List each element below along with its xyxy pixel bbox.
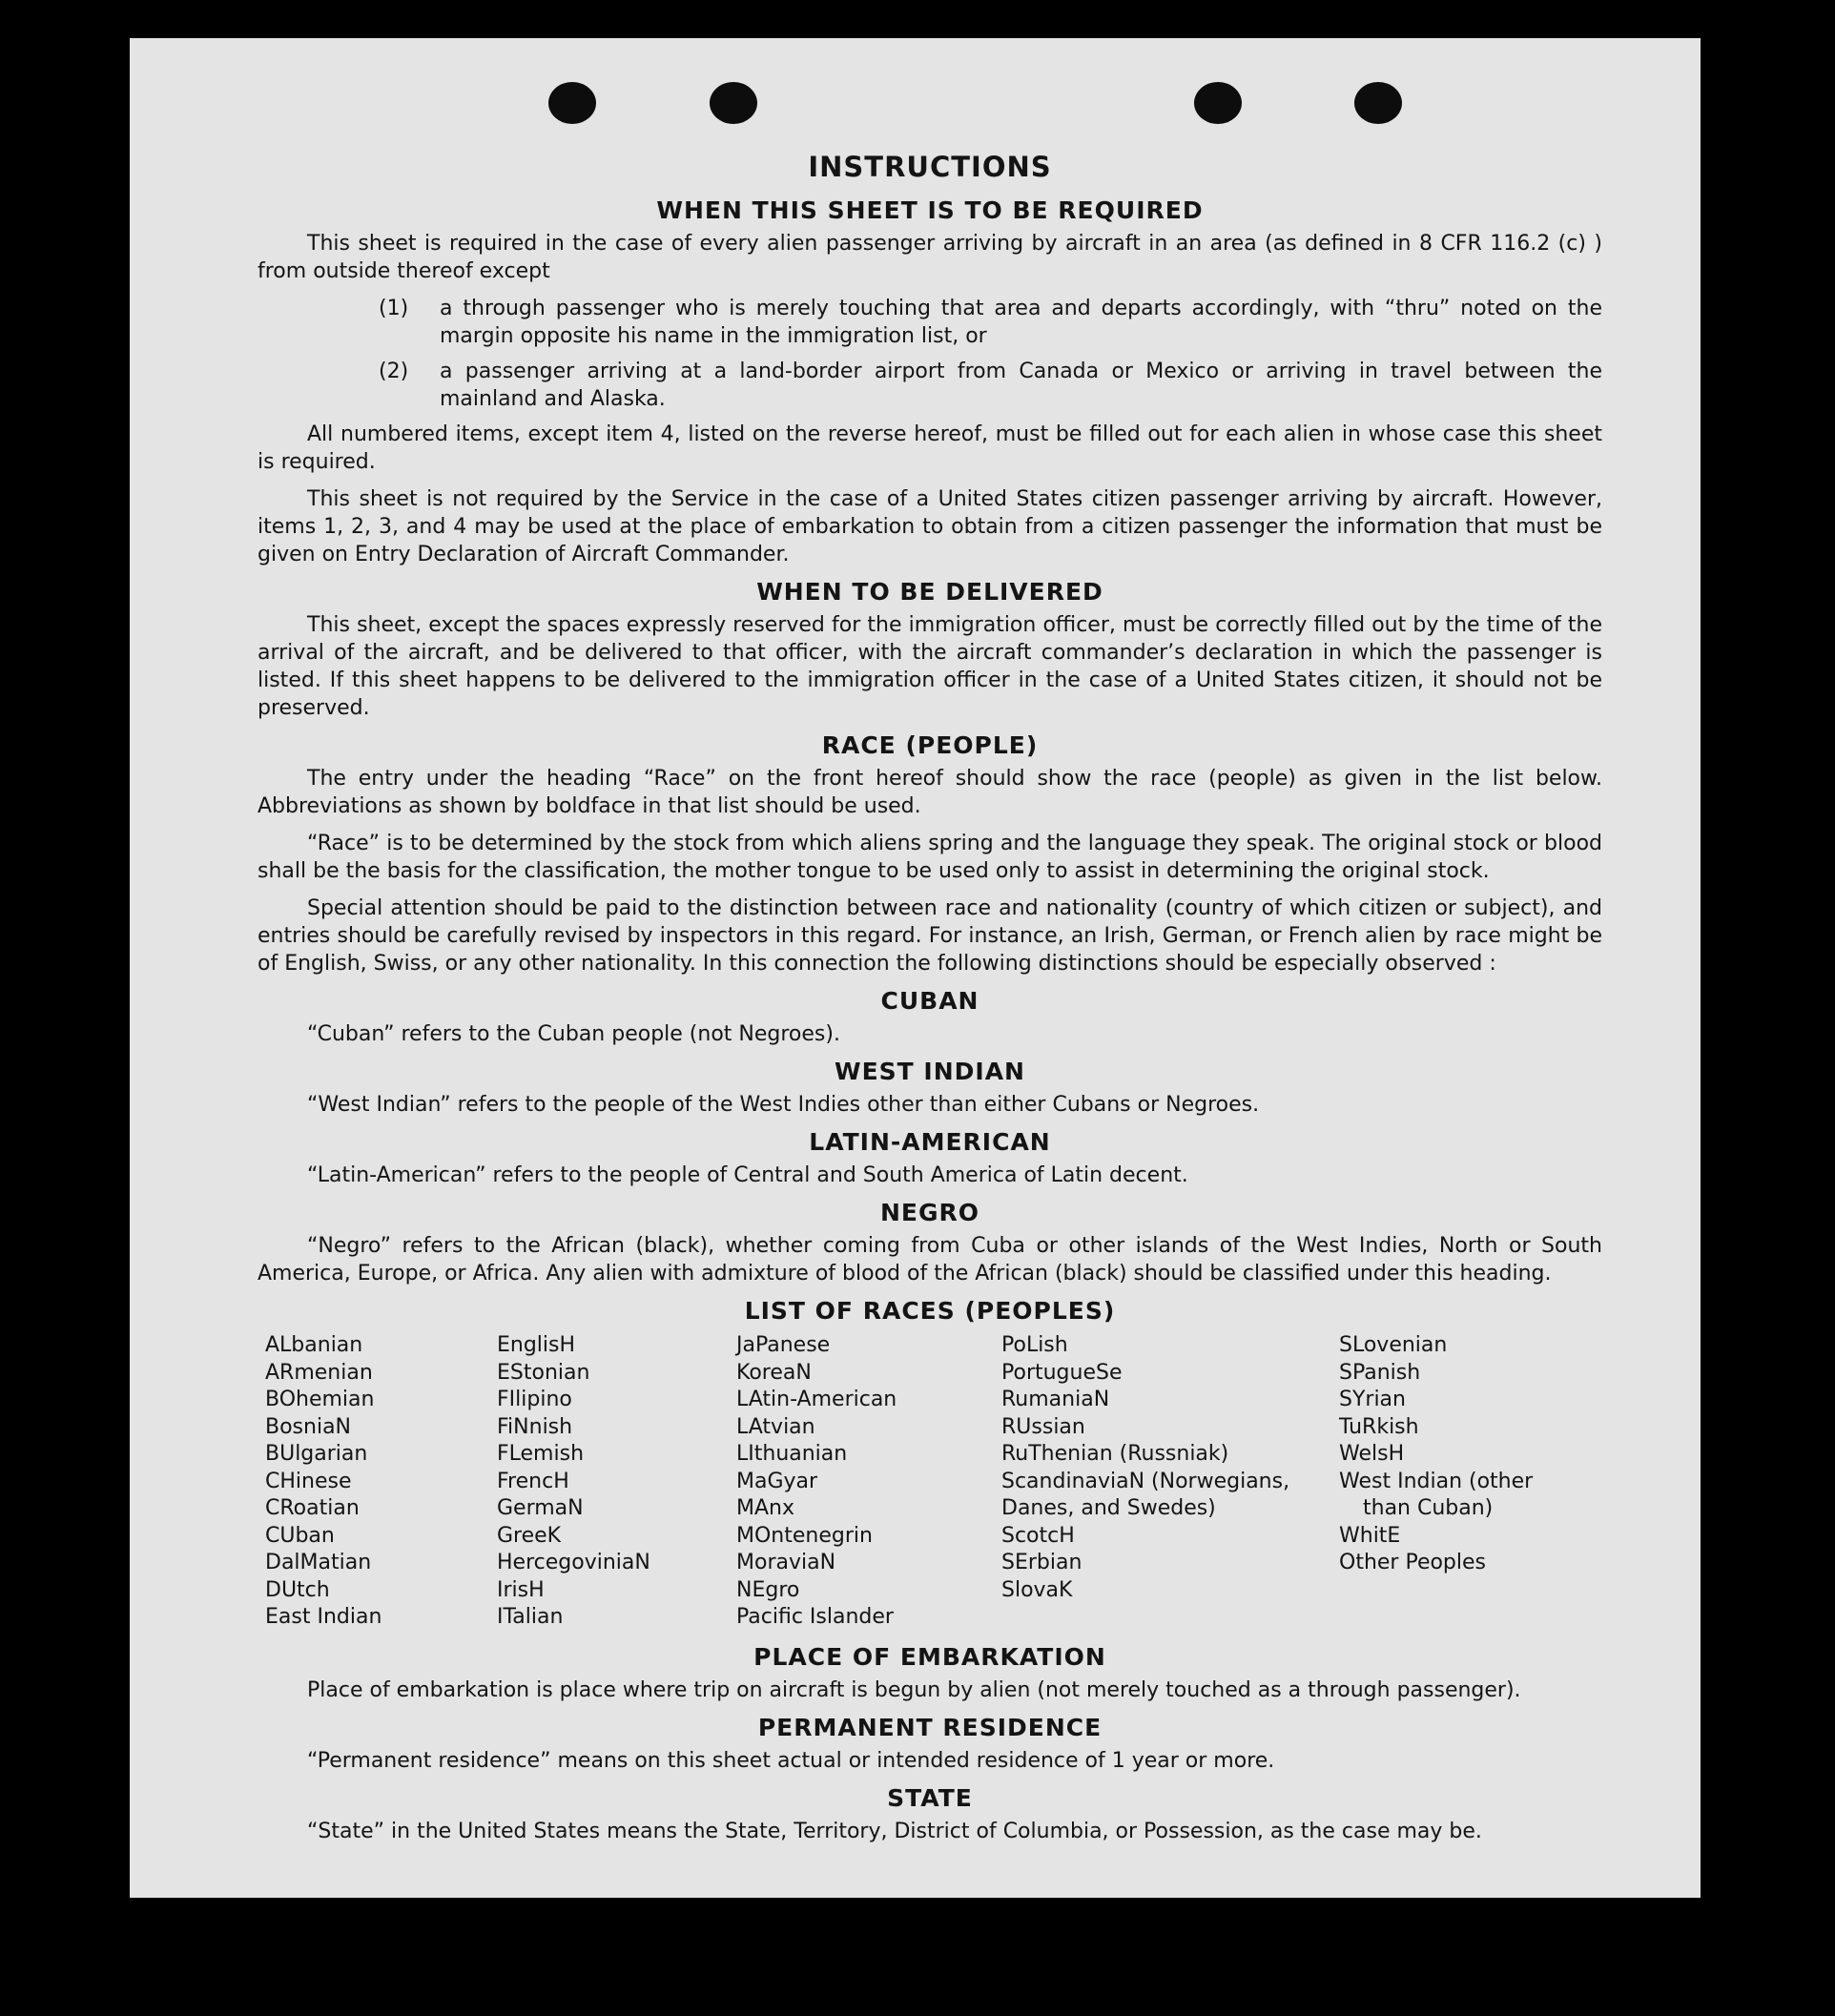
delivered-text: This sheet, except the spaces expressly reserved for the immigration officer, must be correctly filled out by the time of the arrival of the aircraft, and be delivered to that officer, with the aircraft commander’s declaration in which the passenger is listed. If this sheet happens to be delivered to the immigration officer in the case of a United States citizen, it should not be preserved. — [258, 613, 1602, 720]
race-entry: DUtch — [265, 1577, 330, 1602]
section-heading-race: RACE (PEOPLE) — [821, 731, 1039, 759]
exception-number: (2) — [379, 360, 409, 383]
race-entry: LAtin-American — [736, 1388, 897, 1411]
exception-text: a through passenger who is merely touching that area and departs accordingly, with “thru” noted on the margin opposite his name in the immigration list, or — [440, 297, 1602, 348]
race-entry: LIthuanian — [736, 1442, 848, 1466]
race-entry: PoLish — [1001, 1333, 1068, 1357]
race-entry: EnglisH — [497, 1333, 576, 1357]
race-entry: PortugueSe — [1001, 1360, 1123, 1385]
race-entry: East Indian — [265, 1605, 382, 1629]
race-entry: RUssian — [1001, 1414, 1085, 1439]
races-list — [265, 1332, 1602, 1632]
race-entry: BOhemian — [265, 1388, 375, 1411]
latin-american-text: “Latin-American” refers to the people of Central and South America of Latin decent. — [307, 1163, 1188, 1187]
races-column — [1339, 1332, 1597, 1632]
section-heading-negro: NEGRO — [879, 1199, 980, 1226]
race-entry: BUlgarian — [265, 1442, 368, 1466]
exception-number: (1) — [379, 297, 409, 320]
race-entry: JaPanese — [736, 1333, 831, 1357]
race-entry: SLovenian — [1339, 1333, 1448, 1357]
punch-hole — [1354, 82, 1402, 124]
race-entry: GermaN — [497, 1496, 584, 1520]
race-entry: EStonian — [497, 1360, 590, 1385]
section-heading-races-list: LIST OF RACES (PEOPLES) — [744, 1297, 1116, 1325]
race-entry: WhitE — [1339, 1523, 1401, 1548]
race-entry: DalMatian — [265, 1551, 372, 1574]
race-entry: KoreaN — [736, 1360, 812, 1385]
race-entry: IrisH — [497, 1577, 545, 1602]
state-text: “State” in the United States means the State, Territory, District of Columbia, or Possession, as the case may be. — [307, 1819, 1482, 1843]
race-entry: SErbian — [1001, 1551, 1082, 1574]
race-entry: MaGyar — [736, 1469, 818, 1493]
race-para-entry: The entry under the heading “Race” on the front hereof should show the race (people) as given in the list below. Abbreviations as shown by boldface in that list should be used. — [258, 767, 1602, 818]
document-page — [130, 38, 1701, 1898]
exception-item — [379, 358, 1602, 413]
race-para-stock: “Race” is to be determined by the stock from which aliens spring and the language they speak. The original stock or blood shall be the basis for the classification, the mother tongue to be used only to assist in determining the original stock. — [258, 832, 1602, 883]
section-heading-delivered: WHEN TO BE DELIVERED — [756, 578, 1103, 606]
race-entry: FiNnish — [497, 1414, 573, 1439]
required-para-citizen: This sheet is not required by the Service in the case of a United States citizen passenger arriving by aircraft. However, items 1, 2, 3, and 4 may be used at the place of embarkation to obtain from a citizen passenger the information that must be given on Entry Declaration of Aircraft Commander. — [258, 487, 1602, 566]
negro-text: “Negro” refers to the African (black), whether coming from Cuba or other islands of the West Indies, North or South America, Europe, or Africa. Any alien with admixture of blood of the African (black) should be classified under this heading. — [258, 1234, 1602, 1286]
race-entry: Pacific Islander — [736, 1605, 894, 1629]
race-entry: SYrian — [1339, 1388, 1406, 1411]
race-entry: RuThenian (Russniak) — [1001, 1442, 1229, 1466]
punch-hole — [548, 82, 596, 124]
punch-hole — [1194, 82, 1242, 124]
residence-text: “Permanent residence” means on this sheet actual or intended residence of 1 year or more. — [307, 1748, 1275, 1773]
exception-text: a passenger arriving at a land-border airport from Canada or Mexico or arriving in travel between the mainland and Alaska. — [440, 360, 1602, 411]
races-column — [265, 1332, 497, 1632]
required-intro: This sheet is required in the case of every alien passenger arriving by aircraft in an area (as defined in 8 CFR 116.2 (c) ) from outside thereof except — [258, 232, 1602, 283]
race-entry: RumaniaN — [1001, 1388, 1110, 1411]
races-column — [736, 1332, 1001, 1632]
race-entry: ScotcH — [1001, 1523, 1075, 1548]
race-entry: ARmenian — [265, 1360, 373, 1385]
section-heading-residence: PERMANENT RESIDENCE — [757, 1713, 1103, 1741]
race-entry: NEgro — [736, 1577, 800, 1602]
race-entry: HercegoviniaN — [497, 1551, 650, 1574]
instructions-content — [258, 151, 1602, 1855]
race-entry: than Cuban) — [1363, 1496, 1494, 1520]
race-entry: BosniaN — [265, 1414, 352, 1439]
section-heading-embarkation: PLACE OF EMBARKATION — [753, 1642, 1106, 1671]
race-entry: GreeK — [497, 1523, 562, 1548]
section-heading-west-indian: WEST INDIAN — [835, 1058, 1025, 1085]
races-column — [1001, 1332, 1339, 1632]
race-entry: Other Peoples — [1339, 1551, 1487, 1574]
race-entry: LAtvian — [736, 1414, 815, 1439]
punch-hole — [710, 82, 757, 124]
embarkation-text: Place of embarkation is place where trip on aircraft is begun by alien (not merely touched as a through passenger). — [307, 1677, 1521, 1702]
section-heading-required: WHEN THIS SHEET IS TO BE REQUIRED — [656, 196, 1204, 224]
race-entry: TuRkish — [1339, 1414, 1419, 1439]
race-entry: West Indian (other — [1339, 1469, 1534, 1493]
page-title: INSTRUCTIONS — [808, 151, 1052, 183]
race-entry: MoraviaN — [736, 1551, 836, 1574]
race-entry: ALbanian — [265, 1333, 363, 1357]
race-entry: CUban — [265, 1523, 335, 1548]
race-entry: CHinese — [265, 1469, 352, 1493]
section-heading-cuban: CUBAN — [880, 987, 979, 1015]
required-para-items: All numbered items, except item 4, listed on the reverse hereof, must be filled out for each alien in whose case this sheet is required. — [258, 422, 1602, 474]
race-entry: FIlipino — [497, 1388, 572, 1411]
race-entry: FrencH — [497, 1469, 569, 1493]
race-entry: WelsH — [1339, 1442, 1405, 1466]
exception-item — [379, 295, 1602, 350]
section-heading-latin-american: LATIN-AMERICAN — [809, 1128, 1051, 1156]
race-entry: MOntenegrin — [736, 1523, 873, 1548]
section-heading-state: STATE — [887, 1783, 973, 1812]
race-entry: ScandinaviaN (Norwegians, Danes, and Swedes) — [1001, 1469, 1290, 1520]
race-para-nationality: Special attention should be paid to the distinction between race and nationality (country of which citizen or subject), and entries should be carefully revised by inspectors in this regard. For instance, an Irish, German, or French alien by race might be of English, Swiss, or any other nationality. In this connection the following distinctions should be especially observed : — [258, 896, 1602, 976]
races-column — [497, 1332, 736, 1632]
cuban-text: “Cuban” refers to the Cuban people (not Negroes). — [307, 1022, 840, 1046]
race-entry: SlovaK — [1001, 1577, 1073, 1602]
race-entry: SPanish — [1339, 1360, 1421, 1385]
race-entry: FLemish — [497, 1442, 585, 1466]
race-entry: ITalian — [497, 1605, 564, 1629]
west-indian-text: “West Indian” refers to the people of the West Indies other than either Cubans or Negroes. — [307, 1093, 1260, 1117]
race-entry: MAnx — [736, 1496, 794, 1520]
race-entry: CRoatian — [265, 1496, 360, 1520]
